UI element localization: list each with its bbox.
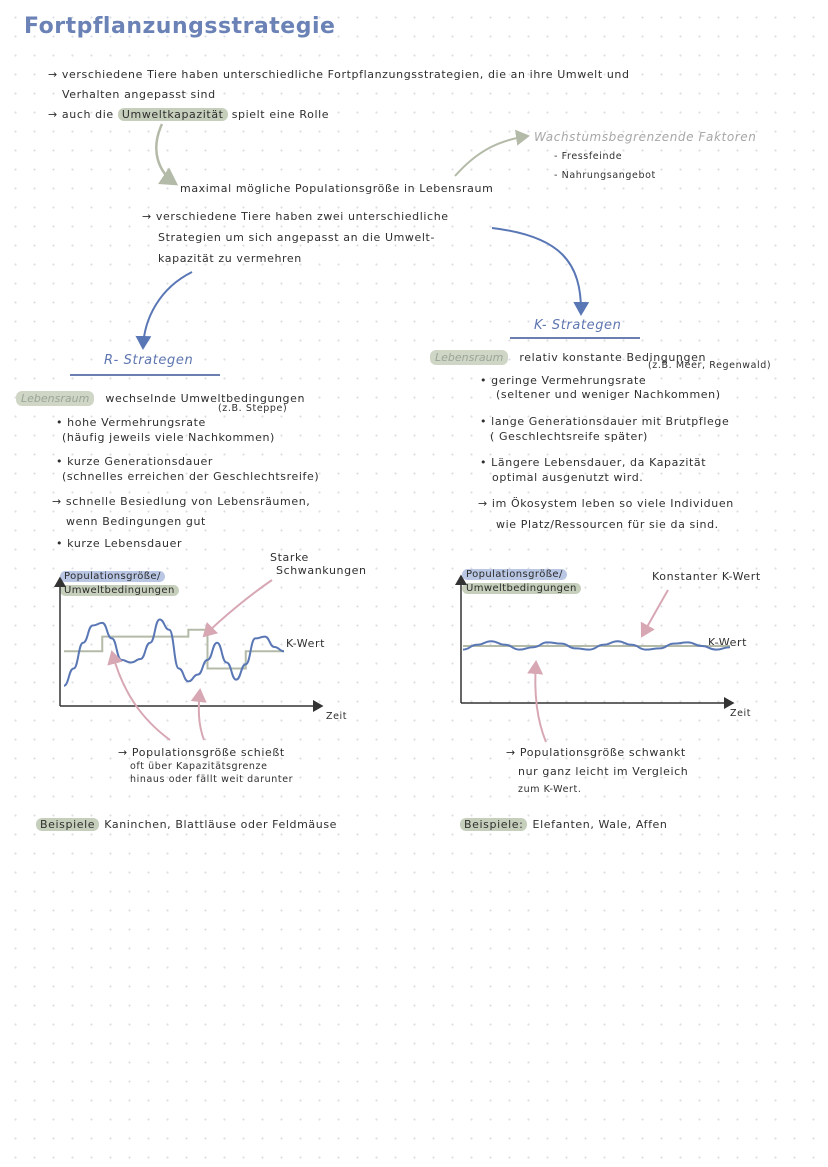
r-examples-text: Kaninchen, Blattläuse oder Feldmäuse: [104, 818, 338, 831]
r-caption-2: oft über Kapazitätsgrenze: [130, 761, 268, 772]
k-examples-text: Elefanten, Wale, Affen: [532, 818, 668, 831]
k-point-3: • Längere Lebensdauer, da Kapazität: [480, 456, 707, 469]
k-habitat-text: relativ konstante Bedingungen: [519, 351, 707, 364]
k-point-1-detail: (seltener und weniger Nachkommen): [496, 388, 721, 401]
page-title: Fortpflanzungsstrategie: [24, 14, 336, 39]
r-habitat-example: (z.B. Steppe): [218, 403, 288, 414]
arrow-to-k-strategy: [492, 228, 581, 314]
arrow-kapazitaet-to-definition: [156, 124, 176, 184]
k-point-4-detail: wie Platz/Ressourcen für sie da sind.: [496, 518, 719, 531]
r-point-1: • hohe Vermehrungsrate: [56, 416, 206, 429]
capacity-definition: maximal mögliche Populationsgröße in Lebensraum: [180, 182, 494, 195]
r-chart-population-line: [64, 619, 284, 685]
k-habitat-example: (z.B. Meer, Regenwald): [648, 360, 772, 371]
r-chart-annotation-2: Schwankungen: [276, 564, 367, 577]
r-point-2: • kurze Generationsdauer: [56, 455, 214, 468]
r-habitat-label: Lebensraum: [16, 391, 94, 406]
intro-bullet-2-prefix: → auch die: [48, 108, 114, 121]
r-caption-arrow-1: [112, 652, 170, 740]
intro-bullet-1-cont: Verhalten angepasst sind: [62, 88, 216, 101]
r-annotation-arrow: [204, 580, 272, 636]
k-point-2-detail: ( Geschlechtsreife später): [490, 430, 648, 443]
r-strategy-heading: R- Strategen: [104, 353, 194, 368]
r-chart-xlabel: Zeit: [326, 711, 348, 722]
r-caption-3: hinaus oder fällt weit darunter: [130, 774, 294, 785]
intro-bullet-2-suffix: spielt eine Rolle: [231, 108, 330, 121]
k-point-4: → im Ökosystem leben so viele Individuen: [478, 497, 734, 510]
k-point-1: • geringe Vermehrungsrate: [480, 374, 647, 387]
r-chart-ylabel-line-1: Populationsgröße/: [60, 571, 165, 582]
k-caption-3: zum K-Wert.: [518, 784, 582, 795]
limiting-factor-2: - Nahrungsangebot: [554, 170, 656, 181]
k-chart-ylabel-line-2: Umweltbedingungen: [462, 583, 581, 594]
k-habitat-label: Lebensraum: [430, 350, 508, 365]
r-chart-annotation: Starke: [270, 551, 309, 564]
r-caption-1: → Populationsgröße schießt: [118, 746, 285, 759]
k-chart-k-label: K-Wert: [708, 636, 748, 649]
r-chart-k-label: K-Wert: [286, 637, 326, 650]
intro-bullet-1: → verschiedene Tiere haben unterschiedliche Fortpflanzungsstrategien, die an ihre Umwelt und: [48, 68, 630, 81]
arrow-definition-to-factors: [455, 136, 528, 176]
r-caption-arrow-2: [199, 690, 204, 740]
r-point-1-detail: (häufig jeweils viele Nachkommen): [62, 431, 275, 444]
k-chart-annotation: Konstanter K-Wert: [652, 570, 761, 583]
k-point-2: • lange Generationsdauer mit Brutpflege: [480, 415, 730, 428]
strategies-intro-line-2: Strategien um sich angepasst an die Umwelt-: [158, 231, 436, 244]
k-examples-label: Beispiele:: [460, 818, 527, 831]
arrow-to-r-strategy: [143, 272, 192, 348]
k-caption-2: nur ganz leicht im Vergleich: [518, 765, 689, 778]
k-caption-1: → Populationsgröße schwankt: [506, 746, 686, 759]
k-strategy-heading: K- Strategen: [534, 318, 622, 333]
k-chart-ylabel-line-1: Populationsgröße/: [462, 569, 567, 580]
umweltkapazitaet-highlight: Umweltkapazität: [118, 108, 228, 121]
r-examples-label: Beispiele: [36, 818, 99, 831]
r-chart-ylabel-line-2: Umweltbedingungen: [60, 585, 179, 596]
k-annotation-arrow: [642, 590, 668, 636]
strategies-intro-line-1: → verschiedene Tiere haben zwei unterschiedliche: [142, 210, 449, 223]
r-point-4: • kurze Lebensdauer: [56, 537, 183, 550]
r-habitat-text: wechselnde Umweltbedingungen: [105, 392, 306, 405]
k-point-3-detail: optimal ausgenutzt wird.: [492, 471, 644, 484]
limiting-factors-heading: Wachstumsbegrenzende Faktoren: [534, 130, 757, 144]
limiting-factor-1: - Fressfeinde: [554, 151, 623, 162]
strategies-intro-line-3: kapazität zu vermehren: [158, 252, 302, 265]
k-caption-arrow: [535, 662, 546, 742]
k-chart-xlabel: Zeit: [730, 708, 752, 719]
r-point-3: → schnelle Besiedlung von Lebensräumen,: [52, 495, 311, 508]
r-point-2-detail: (schnelles erreichen der Geschlechtsreife): [62, 470, 320, 483]
r-point-3-detail: wenn Bedingungen gut: [66, 515, 206, 528]
